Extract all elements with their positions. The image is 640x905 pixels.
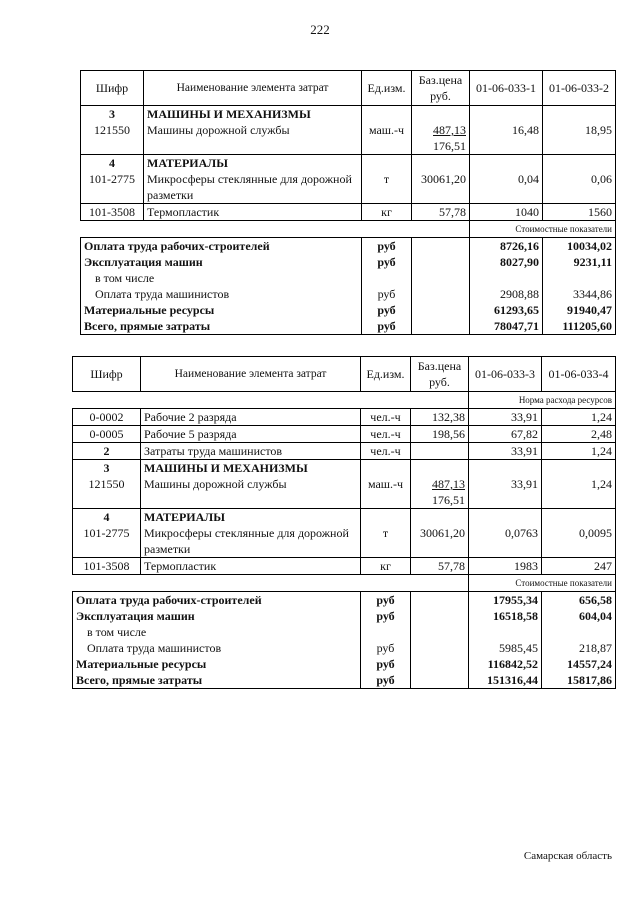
table-row xyxy=(73,608,616,624)
caption-row xyxy=(73,575,616,592)
cost-table-1 xyxy=(80,70,616,335)
row-value-2: 14557,24 xyxy=(542,656,616,672)
header-price: Баз.цена руб. xyxy=(411,357,469,392)
table-header xyxy=(73,357,616,392)
row-value-1: 5985,45 xyxy=(469,640,542,656)
row-unit: руб xyxy=(361,592,411,609)
row-name: Оплата труда рабочих-строителей xyxy=(81,238,362,255)
row-name: Рабочие 2 разряда xyxy=(141,409,361,426)
row-value-2: 111205,60 xyxy=(543,318,616,335)
row-code: 0-0002 xyxy=(73,409,141,426)
row-name: Термопластик xyxy=(144,204,362,221)
row-value-1: 0,0763 xyxy=(469,525,542,558)
section-row xyxy=(73,509,616,526)
section-number: 3 xyxy=(81,106,144,123)
row-value-2: 9231,11 xyxy=(543,254,616,270)
row-name: Эксплуатация машин xyxy=(73,608,361,624)
row-price: 198,56 xyxy=(411,426,469,443)
table-row xyxy=(73,656,616,672)
header-col2: 01-06-033-2 xyxy=(543,71,616,106)
row-name: в том числе xyxy=(81,270,362,286)
row-value-2: 91940,47 xyxy=(543,302,616,318)
table-row xyxy=(73,426,616,443)
row-unit: руб xyxy=(362,238,412,255)
table-row xyxy=(81,254,616,270)
section-row xyxy=(81,155,616,172)
row-code: 101-3508 xyxy=(81,204,144,221)
caption-row xyxy=(81,221,616,238)
norm-caption: Норма расхода ресурсов xyxy=(469,392,616,409)
row-unit: руб xyxy=(362,254,412,270)
table-row xyxy=(73,409,616,426)
header-code: Шифр xyxy=(73,357,141,392)
table-row xyxy=(81,238,616,255)
section-title: МАТЕРИАЛЫ xyxy=(144,155,362,172)
row-unit: руб xyxy=(362,286,412,302)
row-value-2: 218,87 xyxy=(542,640,616,656)
row-name: Машины дорожной службы xyxy=(141,476,361,509)
row-code: 121550 xyxy=(73,476,141,509)
row-value-1: 151316,44 xyxy=(469,672,542,689)
header-unit: Ед.изм. xyxy=(361,357,411,392)
row-price: 132,38 xyxy=(411,409,469,426)
row-price: 57,78 xyxy=(411,558,469,575)
row-value-1: 8726,16 xyxy=(470,238,543,255)
row-value-1: 61293,65 xyxy=(470,302,543,318)
row-value-2: 1,24 xyxy=(542,409,616,426)
section-title: МАШИНЫ И МЕХАНИЗМЫ xyxy=(141,460,361,477)
row-value-1: 78047,71 xyxy=(470,318,543,335)
row-value-2: 1560 xyxy=(543,204,616,221)
price-secondary: 176,51 xyxy=(432,493,465,507)
price-secondary: 176,51 xyxy=(433,139,466,153)
row-value-2: 10034,02 xyxy=(543,238,616,255)
row-value-1: 67,82 xyxy=(469,426,542,443)
row-name: Затраты труда машинистов xyxy=(141,443,361,460)
row-unit: маш.-ч xyxy=(361,476,411,509)
row-unit: руб xyxy=(361,656,411,672)
section-row xyxy=(73,460,616,477)
header-unit: Ед.изм. xyxy=(362,71,412,106)
row-unit: руб xyxy=(361,672,411,689)
row-unit: чел.-ч xyxy=(361,409,411,426)
row-unit: т xyxy=(361,525,411,558)
row-value-1: 1983 xyxy=(469,558,542,575)
row-price: 30061,20 xyxy=(412,171,470,204)
row-name: Всего, прямые затраты xyxy=(81,318,362,335)
cost-table-2 xyxy=(72,356,616,689)
row-price xyxy=(411,476,469,509)
row-value-2: 656,58 xyxy=(542,592,616,609)
row-value-1: 2908,88 xyxy=(470,286,543,302)
section-number: 2 xyxy=(73,443,141,460)
table-row xyxy=(73,558,616,575)
row-unit: руб xyxy=(361,640,411,656)
row-value-1: 1040 xyxy=(470,204,543,221)
header-name: Наименование элемента затрат xyxy=(141,357,361,392)
section-title: МАШИНЫ И МЕХАНИЗМЫ xyxy=(144,106,362,123)
header-price: Баз.цена руб. xyxy=(412,71,470,106)
row-name: Микросферы стеклянные для дорожной разметки xyxy=(144,171,362,204)
price-main: 487,13 xyxy=(432,477,465,491)
row-price: 30061,20 xyxy=(411,525,469,558)
header-name: Наименование элемента затрат xyxy=(144,71,362,106)
row-value-1: 33,91 xyxy=(469,476,542,509)
row-code: 0-0005 xyxy=(73,426,141,443)
row-unit: т xyxy=(362,171,412,204)
row-unit: кг xyxy=(361,558,411,575)
header-col2: 01-06-033-4 xyxy=(542,357,616,392)
row-name: Материальные ресурсы xyxy=(73,656,361,672)
table-row xyxy=(73,525,616,558)
cost-caption: Стоимостные показатели xyxy=(469,575,616,592)
row-unit: чел.-ч xyxy=(361,426,411,443)
row-code: 121550 xyxy=(81,122,144,155)
table-header xyxy=(81,71,616,106)
table-row xyxy=(73,592,616,609)
price-main: 487,13 xyxy=(433,123,466,137)
row-unit: руб xyxy=(362,318,412,335)
row-name: Рабочие 5 разряда xyxy=(141,426,361,443)
row-value-2: 0,06 xyxy=(543,171,616,204)
caption-row xyxy=(73,392,616,409)
row-unit: руб xyxy=(361,608,411,624)
table-row xyxy=(73,624,616,640)
cost-caption: Стоимостные показатели xyxy=(470,221,616,238)
table-row xyxy=(81,122,616,155)
row-name: Оплата труда машинистов xyxy=(73,640,361,656)
row-value-2: 604,04 xyxy=(542,608,616,624)
row-name: в том числе xyxy=(73,624,361,640)
row-unit: кг xyxy=(362,204,412,221)
section-title: МАТЕРИАЛЫ xyxy=(141,509,361,526)
table-row xyxy=(81,286,616,302)
row-value-2: 0,0095 xyxy=(542,525,616,558)
section-row xyxy=(81,106,616,123)
row-name: Машины дорожной службы xyxy=(144,122,362,155)
table-row xyxy=(81,318,616,335)
row-value-1: 33,91 xyxy=(469,409,542,426)
row-unit: руб xyxy=(362,302,412,318)
row-value-1: 17955,34 xyxy=(469,592,542,609)
header-col1: 01-06-033-3 xyxy=(469,357,542,392)
table-row xyxy=(81,302,616,318)
header-code: Шифр xyxy=(81,71,144,106)
page-number: 222 xyxy=(310,22,330,37)
row-code: 101-3508 xyxy=(73,558,141,575)
row-name: Оплата труда рабочих-строителей xyxy=(73,592,361,609)
table-row xyxy=(81,270,616,286)
row-code: 101-2775 xyxy=(81,171,144,204)
row-unit: маш.-ч xyxy=(362,122,412,155)
section-number: 4 xyxy=(73,509,141,526)
table-row xyxy=(81,204,616,221)
row-code: 101-2775 xyxy=(73,525,141,558)
row-value-2: 1,24 xyxy=(542,476,616,509)
row-value-2: 3344,86 xyxy=(543,286,616,302)
row-price xyxy=(412,122,470,155)
table-row xyxy=(73,640,616,656)
row-price: 57,78 xyxy=(412,204,470,221)
row-value-2: 15817,86 xyxy=(542,672,616,689)
row-name: Материальные ресурсы xyxy=(81,302,362,318)
row-value-1: 116842,52 xyxy=(469,656,542,672)
row-name: Термопластик xyxy=(141,558,361,575)
row-value-2: 18,95 xyxy=(543,122,616,155)
row-value-2: 247 xyxy=(542,558,616,575)
row-value-1: 16,48 xyxy=(470,122,543,155)
table-row xyxy=(73,443,616,460)
table-row xyxy=(73,476,616,509)
row-name: Оплата труда машинистов xyxy=(81,286,362,302)
header-col1: 01-06-033-1 xyxy=(470,71,543,106)
row-name: Микросферы стеклянные для дорожной разметки xyxy=(141,525,361,558)
row-value-1: 16518,58 xyxy=(469,608,542,624)
row-value-2: 2,48 xyxy=(542,426,616,443)
section-number: 3 xyxy=(73,460,141,477)
table-row xyxy=(81,171,616,204)
footer-region: Самарская область xyxy=(523,850,612,862)
table-row xyxy=(73,672,616,689)
row-value-1: 0,04 xyxy=(470,171,543,204)
row-value-1: 8027,90 xyxy=(470,254,543,270)
section-number: 4 xyxy=(81,155,144,172)
row-unit: чел.-ч xyxy=(361,443,411,460)
row-name: Эксплуатация машин xyxy=(81,254,362,270)
row-value-2: 1,24 xyxy=(542,443,616,460)
row-value-1: 33,91 xyxy=(469,443,542,460)
row-name: Всего, прямые затраты xyxy=(73,672,361,689)
